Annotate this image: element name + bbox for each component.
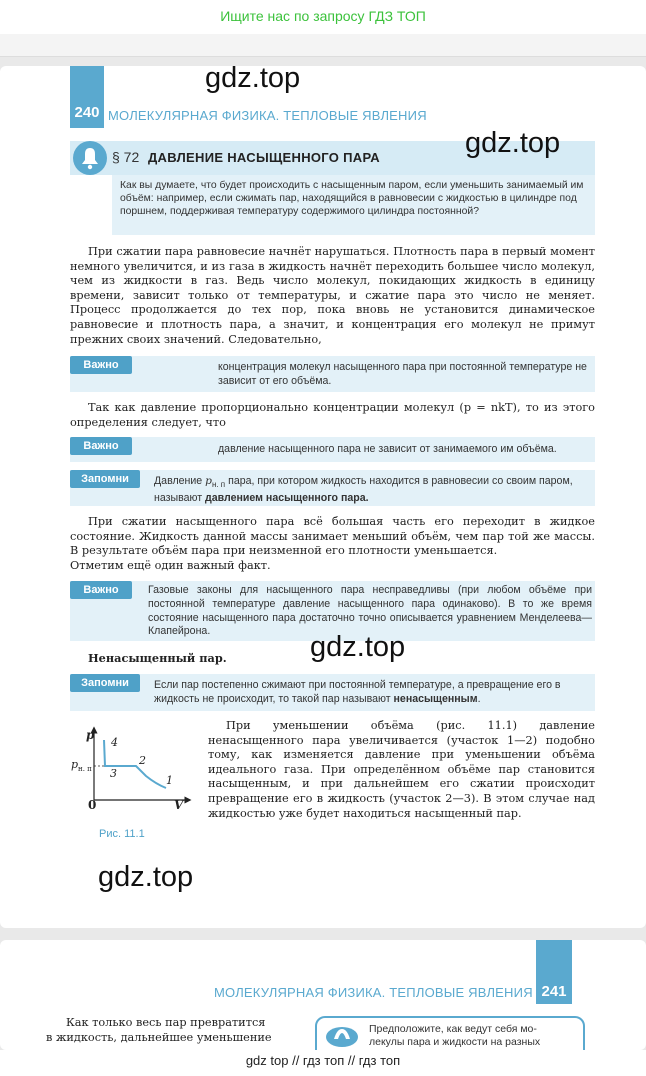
top-banner-text[interactable]: Ищите нас по запросу ГДЗ ТОП bbox=[220, 8, 426, 24]
remember-1-term: давлением насыщенного пара. bbox=[205, 491, 369, 504]
p-label: p bbox=[71, 758, 79, 771]
important-tag-1: Важно bbox=[70, 356, 132, 374]
point-1-label: 1 bbox=[166, 774, 173, 787]
remember-2-after: . bbox=[477, 692, 481, 705]
important-tag-3: Важно bbox=[70, 581, 132, 599]
watermark: gdz.top bbox=[310, 631, 406, 663]
remember-note-1 bbox=[70, 470, 595, 506]
important-note-1-text: концентрация молекул насыщенного пара при постоянной температуре не зависит от его объёма. bbox=[218, 361, 587, 387]
question-box bbox=[112, 175, 595, 235]
remember-2-before: Если пар постепенно сжимают при постоянной температуре, а превращение его в жидкость не происходит, то такой пар называют bbox=[154, 679, 561, 705]
footer-links[interactable]: gdz top // гдз топ // гдз топ bbox=[245, 1053, 401, 1068]
paragraph-3b-text: Отметим ещё один важный факт. bbox=[70, 558, 271, 572]
side-line-1: Предположите, как ведут себя мо- bbox=[369, 1023, 537, 1035]
page-number-241 bbox=[536, 940, 572, 1004]
side-line-2: лекулы пара и жидкости на разных bbox=[369, 1036, 541, 1048]
figure-caption: Рис. 11.1 bbox=[99, 828, 145, 840]
important-note-1 bbox=[70, 356, 595, 392]
bell-icon bbox=[72, 140, 108, 176]
origin-label: 0 bbox=[88, 798, 97, 812]
section-number: § 72 bbox=[112, 149, 140, 165]
axis-y-label: p bbox=[86, 728, 95, 742]
important-tag-2: Важно bbox=[70, 437, 132, 455]
remember-note-2 bbox=[70, 674, 595, 711]
paragraph-2 bbox=[70, 401, 595, 430]
remember-note-1-text bbox=[154, 475, 590, 506]
paragraph-3 bbox=[70, 515, 595, 573]
page-241-text bbox=[46, 1016, 294, 1045]
remember-note-2-text bbox=[154, 679, 590, 707]
paragraph-2-text: Так как давление пропорционально концентрации молекул (p = nkT), то из этого определения следует, что bbox=[70, 401, 595, 429]
page-number-241-text: 241 bbox=[541, 983, 567, 1000]
paragraph-3-text: При сжатии насыщенного пара всё большая часть его переходит в жидкое состояние. Жидкость данной массы занимает меньший объём, чем пар той же массы. В результате объём пара при неизменной его плотности уменьшается. bbox=[70, 515, 595, 558]
paragraph-1: При сжатии пара равновесие начнёт нарушаться. Плотность пара в первый момент немного увеличится, и из газа в жидкость начнёт переходить большее число молекул, чем из жидкости в газ. Ведь число молекул, покидающих жидкость в единицу времени, зависит только от температуры, и сжатие пара это число не меняет. Процесс продолжается до тех пор, пока вновь не установится динамическое равновесие и плотность пара, а значит, и концентрация его молекул не примут прежних своих значений. Следовательно, bbox=[70, 245, 595, 346]
remember-tag-1: Запомни bbox=[70, 470, 140, 488]
page-number-240 bbox=[70, 66, 104, 128]
lotus-icon bbox=[325, 1023, 359, 1047]
watermark: gdz.top bbox=[465, 127, 561, 159]
side-question-text bbox=[369, 1023, 579, 1049]
watermark: gdz.top bbox=[205, 62, 301, 94]
figure-11-1 bbox=[66, 724, 196, 824]
p-sub: н. п bbox=[78, 765, 92, 774]
point-2-label: 2 bbox=[139, 754, 146, 767]
remember-1-after: пара, при котором жидкость находится в равновесии со своим паром, называют bbox=[154, 475, 573, 504]
section-title: ДАВЛЕНИЕ НАСЫЩЕННОГО ПАРА bbox=[148, 150, 380, 165]
page-number-text: 240 bbox=[74, 104, 100, 121]
remember-1-subscript: н. п bbox=[211, 480, 226, 490]
top-banner bbox=[0, 0, 646, 34]
axis-x-label: V bbox=[174, 798, 184, 812]
watermark: gdz.top bbox=[98, 861, 194, 893]
subheading: Ненасыщенный пар. bbox=[88, 651, 227, 665]
remember-tag-2: Запомни bbox=[70, 674, 140, 692]
point-4-label: 4 bbox=[111, 736, 118, 749]
previous-page-edge bbox=[0, 34, 646, 57]
paragraph-4: При уменьшении объёма (рис. 11.1) давление ненасыщенного пара увеличивается (участок 1—2) подобно тому, как изменяется давление при уменьшении объёма идеального газа. При определённом объёме пар становится насыщенным, и при дальнейшем его сжатии происходит превращение его в жидкость (участок 2—3). В этом случае над жидкостью уже будет находиться насыщенный пар. bbox=[208, 719, 595, 820]
point-3-label: 3 bbox=[110, 767, 117, 780]
running-head-241: МОЛЕКУЛЯРНАЯ ФИЗИКА. ТЕПЛОВЫЕ ЯВЛЕНИЯ bbox=[214, 985, 533, 1000]
remember-2-term: ненасыщенным bbox=[393, 692, 478, 705]
page-241-line-1: Как только весь пар превратится bbox=[66, 1016, 266, 1029]
footer bbox=[0, 1050, 646, 1076]
pressure-sat-label bbox=[71, 758, 92, 773]
remember-1-symbol: p bbox=[205, 475, 212, 487]
important-note-2-text: давление насыщенного пара не зависит от занимаемого им объёма. bbox=[218, 443, 557, 455]
running-head: МОЛЕКУЛЯРНАЯ ФИЗИКА. ТЕПЛОВЫЕ ЯВЛЕНИЯ bbox=[108, 108, 427, 123]
question-text: Как вы думаете, что будет происходить с насыщенным паром, если уменьшить занимаемый им объём: например, если сжимать пар, находящийся в равновесии с жидкостью в цилиндре под поршнем, поддерживая температуру содержимого цилиндра постоянной? bbox=[120, 180, 584, 217]
remember-1-before: Давление bbox=[154, 475, 206, 487]
important-note-3-text: Газовые законы для насыщенного пара несправедливы (при любом объёме при постоянной температуре давление насыщенного пара одинаково). В то же время состояние насыщенного пара достаточно точно описывается уравнением Менделеева—Клапейрона. bbox=[148, 584, 592, 638]
page-241-line-2: в жидкость, дальнейшее уменьшение bbox=[46, 1030, 272, 1044]
important-note-2 bbox=[70, 437, 595, 462]
